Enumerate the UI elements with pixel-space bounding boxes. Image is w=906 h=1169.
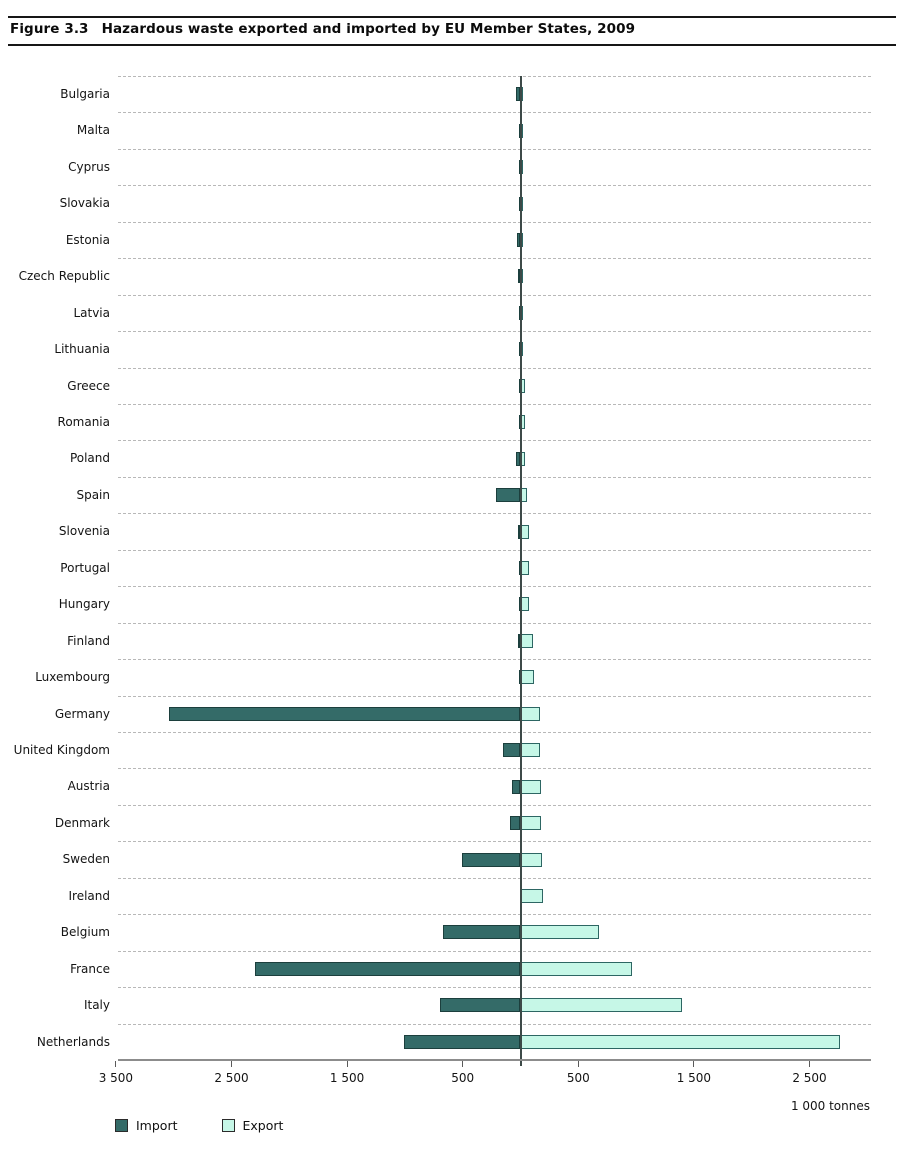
import-bar [440, 998, 521, 1012]
gridline [118, 513, 871, 514]
legend [115, 1118, 283, 1133]
gridline [118, 659, 871, 660]
gridline [118, 258, 871, 259]
gridline [118, 878, 871, 879]
country-label: Belgium [60, 925, 110, 940]
gridline [118, 550, 871, 551]
axis-tick-label: 2 500 [792, 1071, 827, 1085]
gridline [118, 440, 871, 441]
axis-tick-label: 500 [451, 1071, 475, 1085]
country-label: Romania [57, 415, 110, 429]
legend-item-import [115, 1118, 178, 1133]
gridline [118, 732, 871, 733]
figure-title [10, 21, 635, 37]
export-swatch-icon [222, 1119, 235, 1132]
country-label: Lithuania [54, 342, 110, 357]
export-bar [521, 962, 633, 976]
country-label: Hungary [58, 597, 110, 612]
gridline [118, 841, 871, 842]
export-bar [521, 998, 683, 1012]
country-label: Denmark [54, 815, 110, 830]
axis-tick [578, 1061, 579, 1067]
legend-item-export [222, 1118, 284, 1133]
axis-tick [693, 1061, 694, 1067]
country-label: Finland [67, 633, 110, 648]
country-label: Latvia [73, 305, 110, 320]
legend-export-label: Export [242, 1118, 284, 1133]
gridline [118, 477, 871, 478]
import-bar [404, 1035, 521, 1049]
plot-area [118, 76, 871, 1060]
import-bar [443, 925, 520, 939]
country-label: France [70, 961, 110, 976]
import-swatch-icon [115, 1119, 128, 1132]
gridline [118, 914, 871, 915]
zero-baseline [520, 76, 522, 1066]
country-label: Slovenia [58, 524, 110, 539]
export-bar [521, 525, 530, 539]
country-label: Malta [76, 123, 110, 138]
gridline [118, 586, 871, 587]
gridline [118, 951, 871, 952]
figure-title-text: Hazardous waste exported and imported by EU Member States, 2009 [101, 21, 636, 37]
axis-tick-label: 500 [566, 1071, 590, 1085]
import-bar [496, 488, 521, 502]
country-label: Italy [83, 998, 110, 1013]
gridline [118, 404, 871, 405]
legend-import-label: Import [136, 1118, 178, 1133]
gridline [118, 331, 871, 332]
export-bar [521, 488, 528, 502]
gridline [118, 1024, 871, 1025]
title-rule-bottom [8, 44, 896, 46]
export-bar [521, 707, 540, 721]
axis-tick [809, 1061, 810, 1067]
axis-tick [462, 1061, 463, 1067]
export-bar [521, 925, 600, 939]
export-bar [521, 561, 530, 575]
country-label: Cyprus [68, 159, 110, 174]
country-label: Bulgaria [60, 87, 110, 101]
country-label: Luxembourg [35, 670, 110, 685]
gridline [118, 149, 871, 150]
export-bar [521, 634, 533, 648]
country-label: United Kingdom [13, 743, 110, 757]
country-label: Sweden [62, 852, 110, 867]
import-bar [503, 743, 521, 757]
country-label: Ireland [68, 888, 110, 903]
category-labels [0, 76, 110, 1060]
export-bar [521, 889, 544, 903]
country-label: Spain [76, 487, 110, 502]
gridline [118, 696, 871, 697]
gridline [118, 185, 871, 186]
gridline [118, 222, 871, 223]
gridline [118, 295, 871, 296]
axis-unit-label: 1 000 tonnes [790, 1099, 870, 1113]
export-bar [521, 743, 540, 757]
export-bar [521, 780, 541, 794]
axis-tick-label: 2 500 [214, 1071, 249, 1085]
export-bar [521, 670, 535, 684]
axis-tick [231, 1061, 232, 1067]
axis-tick-label: 1 500 [329, 1071, 365, 1085]
country-label: Greece [67, 378, 110, 393]
country-label: Czech Republic [18, 269, 110, 284]
import-bar [462, 853, 521, 867]
gridline [118, 76, 871, 77]
country-label: Slovakia [59, 196, 110, 211]
gridline [118, 768, 871, 769]
country-label: Portugal [60, 560, 110, 575]
country-label: Netherlands [36, 1034, 110, 1049]
country-label: Poland [69, 451, 110, 466]
axis-tick-label: 1 500 [676, 1071, 712, 1085]
axis-tick [115, 1061, 116, 1067]
title-rule-top [8, 16, 896, 18]
axis-tick [347, 1061, 348, 1067]
country-label: Germany [54, 706, 110, 721]
gridline [118, 368, 871, 369]
gridline [118, 112, 871, 113]
import-bar [255, 962, 521, 976]
axis-tick-label: 3 500 [98, 1071, 134, 1085]
gridline [118, 805, 871, 806]
figure-number: Figure 3.3 [10, 21, 89, 37]
import-bar [169, 707, 520, 721]
export-bar [521, 597, 530, 611]
gridline [118, 987, 871, 988]
country-label: Estonia [65, 232, 110, 247]
country-label: Austria [67, 779, 110, 794]
export-bar [521, 853, 542, 867]
export-bar [521, 816, 542, 830]
export-bar [521, 1035, 840, 1049]
gridline [118, 623, 871, 624]
